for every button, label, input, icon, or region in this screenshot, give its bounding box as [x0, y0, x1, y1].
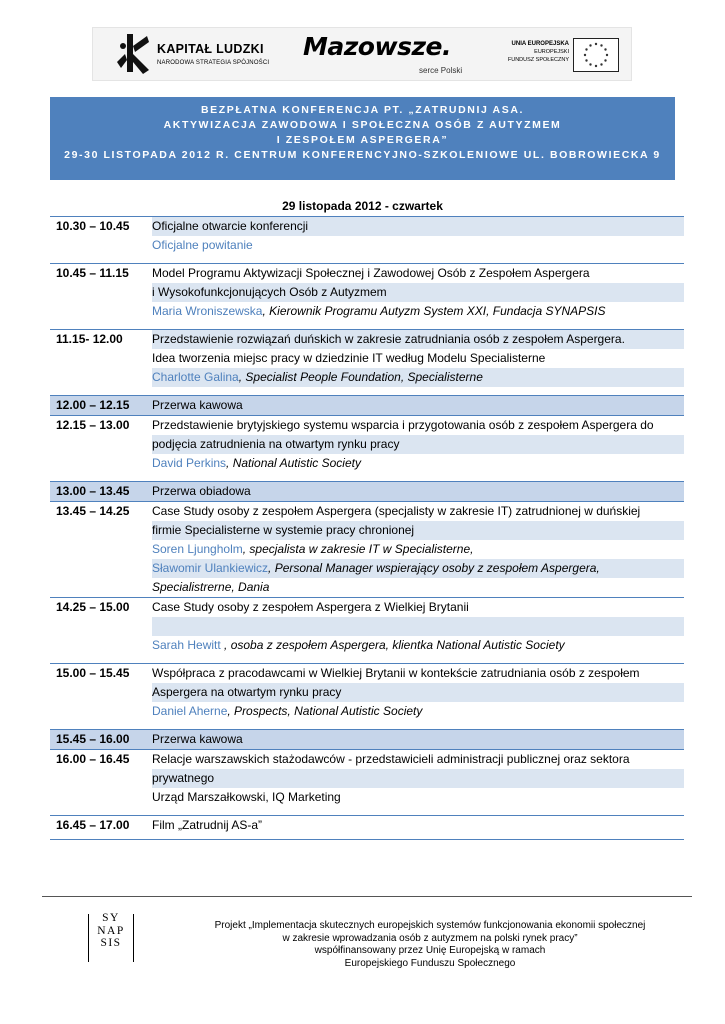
speaker-line	[152, 368, 684, 387]
session-title: Współpraca z pracodawcami w Wielkiej Brytanii w kontekście zatrudniania osób z zespołem	[152, 664, 684, 683]
synapsis-logo-line-1: SY	[102, 912, 120, 924]
session-title: Przedstawienie brytyjskiego systemu wsparcia i przygotowania osób z zespołem Aspergera do	[152, 416, 684, 435]
speaker-role: , Kierownik Programu Autyzm System XXI, Fundacja SYNAPSIS	[262, 304, 606, 318]
schedule-row	[50, 749, 684, 815]
session-title: Film „Zatrudnij AS-a”	[152, 816, 684, 835]
speaker-name: Charlotte Galina	[152, 370, 239, 384]
mazowsze-logo	[303, 34, 473, 78]
schedule-row	[50, 663, 684, 729]
schedule-row	[50, 216, 684, 263]
session-participants: Urząd Marszałkowski, IQ Marketing	[152, 788, 684, 807]
session-subtitle: Oficjalne powitanie	[152, 236, 684, 255]
session-title: Oficjalne otwarcie konferencji	[152, 217, 684, 236]
footer-line-3: współfinansowany przez Unię Europejską w ramach	[314, 945, 546, 956]
eu-line-3: FUNDUSZ SPOŁECZNY	[507, 57, 569, 63]
kapital-ludzki-icon	[113, 32, 153, 78]
session-title-cont: Aspergera na otwartym rynku pracy	[152, 683, 684, 702]
day-heading: 29 listopada 2012 - czwartek	[282, 199, 443, 213]
footer-project-text	[150, 920, 710, 970]
speaker-role: , specjalista w zakresie IT w Specialisterne,	[242, 542, 474, 556]
header-line-1: BEZPŁATNA KONFERENCJA PT. „ZATRUDNIJ ASA.	[200, 104, 525, 116]
logo-strip	[92, 27, 632, 81]
header-line-4: 29-30 LISTOPADA 2012 R. CENTRUM KONFERENCYJNO-SZKOLENIOWE UL. BOBROWIECKA 9	[64, 149, 661, 161]
speaker-role: , osoba z zespołem Aspergera, klientka National Autistic Society	[220, 638, 565, 652]
speaker-name: Soren Ljungholm	[152, 542, 243, 556]
schedule-row	[50, 815, 684, 840]
session-title: Przerwa kawowa	[152, 732, 243, 746]
session-title: Case Study osoby z zespołem Aspergera (specjalisty w zakresie IT) zatrudnionej w duńskiej	[152, 502, 684, 521]
session-title-cont: podjęcia zatrudnienia na otwartym rynku pracy	[152, 435, 684, 454]
conference-header-banner	[50, 97, 675, 180]
session-time: 14.25 – 15.00	[56, 600, 130, 614]
session-title: Przerwa obiadowa	[152, 484, 251, 498]
header-line-2: AKTYWIZACJA ZAWODOWA I SPOŁECZNA OSÓB Z AUTYZMEM	[163, 119, 562, 131]
speaker-name: Maria Wroniszewska	[152, 304, 263, 318]
session-time: 10.30 – 10.45	[56, 219, 130, 233]
eu-line-1: UNIA EUROPEJSKA	[511, 41, 569, 47]
session-title-cont: prywatnego	[152, 769, 684, 788]
synapsis-logo-line-2: NAP	[97, 924, 125, 937]
speaker-line	[152, 636, 684, 655]
kapital-ludzki-title: KAPITAŁ LUDZKI	[157, 42, 264, 56]
speaker-role: , Prospects, National Autistic Society	[227, 704, 423, 718]
session-time: 15.00 – 15.45	[56, 666, 130, 680]
schedule-row	[50, 597, 684, 663]
speaker-line	[152, 454, 684, 473]
speaker-name: David Perkins	[152, 456, 227, 470]
synapsis-logo	[86, 912, 136, 966]
kapital-ludzki-logo	[113, 32, 273, 78]
schedule-row	[50, 501, 684, 597]
speaker-name: Daniel Aherne	[152, 704, 228, 718]
mazowsze-tagline: serce Polski	[419, 66, 463, 75]
footer-line-2: w zakresie wprowadzania osób z autyzmem na polski rynek pracy”	[282, 932, 578, 944]
footer-divider	[42, 896, 692, 897]
footer-line-4: Europejskiego Funduszu Społecznego	[344, 957, 516, 969]
kapital-ludzki-subtitle: NARODOWA STRATEGIA SPÓJNOŚCI	[157, 60, 270, 66]
speaker-line	[152, 540, 684, 559]
session-title: Model Programu Aktywizacji Społecznej i Zawodowej Osób z Zespołem Aspergera	[152, 264, 684, 283]
session-time: 11.15- 12.00	[56, 332, 123, 346]
session-title-cont: i Wysokofunkcjonujących Osób z Autyzmem	[152, 283, 684, 302]
footer-line-1: Projekt „Implementacja skutecznych europejskich systemów funkcjonowania ekonomii społecznej	[214, 920, 646, 931]
session-title: Case Study osoby z zespołem Aspergera z Wielkiej Brytanii	[152, 598, 684, 617]
session-time: 15.45 – 16.00	[56, 732, 130, 746]
session-time: 13.45 – 14.25	[56, 504, 130, 518]
session-title: Przerwa kawowa	[152, 398, 243, 412]
session-time: 16.45 – 17.00	[56, 818, 130, 832]
schedule-row-break	[50, 481, 684, 501]
eu-flag-icon	[573, 38, 619, 72]
schedule-row	[50, 329, 684, 395]
schedule-table	[50, 216, 684, 840]
session-time: 12.00 – 12.15	[56, 398, 130, 412]
header-line-3: I ZESPOŁEM ASPERGERA”	[276, 134, 449, 146]
session-time: 13.00 – 13.45	[56, 484, 130, 498]
session-spacer	[152, 617, 684, 636]
session-time: 10.45 – 11.15	[56, 266, 129, 280]
speaker-role: , National Autistic Society	[226, 456, 361, 470]
schedule-row-break	[50, 729, 684, 749]
schedule-row	[50, 263, 684, 329]
schedule-row	[50, 415, 684, 481]
speaker-line	[152, 559, 684, 578]
session-time: 16.00 – 16.45	[56, 752, 130, 766]
speaker-role: Specialistrerne, Dania	[152, 578, 684, 597]
synapsis-logo-line-3: SIS	[100, 937, 122, 949]
session-title: Przedstawienie rozwiązań duńskich w zakresie zatrudniania osób z zespołem Aspergera.	[152, 330, 684, 349]
eu-line-2: EUROPEJSKI	[534, 49, 569, 55]
eu-logo	[503, 38, 627, 74]
speaker-name: Sławomir Ulankiewicz	[152, 561, 269, 575]
speaker-line	[152, 702, 684, 721]
session-time: 12.15 – 13.00	[56, 418, 130, 432]
session-title-cont: firmie Specialisterne w systemie pracy chronionej	[152, 521, 684, 540]
speaker-role: , Specialist People Foundation, Specialisterne	[238, 370, 483, 384]
speaker-line	[152, 302, 684, 321]
schedule-row-break	[50, 395, 684, 415]
speaker-role: , Personal Manager wspierający osoby z zespołem Aspergera,	[268, 561, 600, 575]
session-title-cont: Idea tworzenia miejsc pracy w dziedzinie IT według Modelu Specialisterne	[152, 349, 684, 368]
speaker-name: Sarah Hewitt	[152, 638, 221, 652]
session-title: Relacje warszawskich stażodawców - przedstawicieli administracji publicznej oraz sektora	[152, 750, 684, 769]
mazowsze-wordmark: Mazowsze.	[303, 32, 451, 61]
